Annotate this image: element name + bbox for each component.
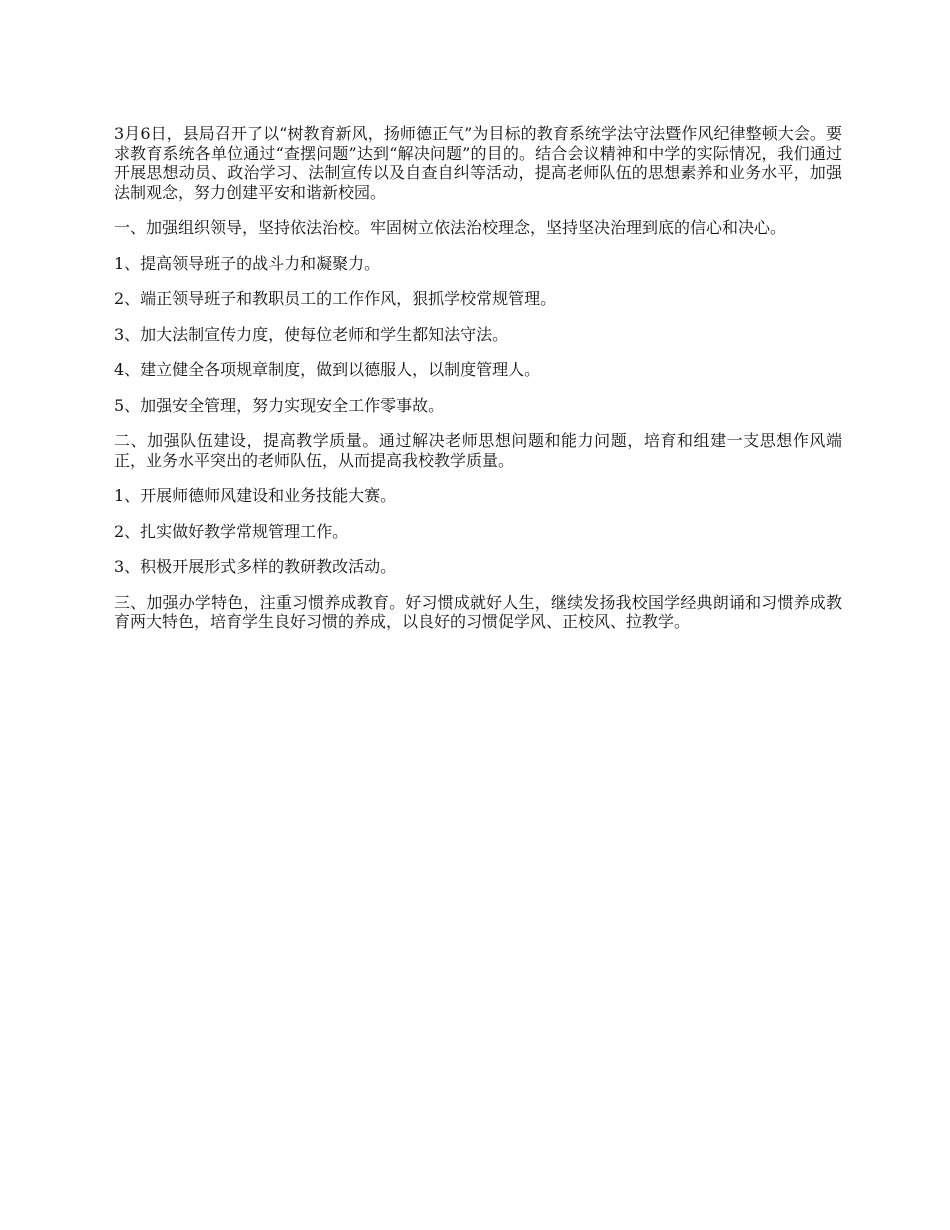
list-item: 2、扎实做好教学常规管理工作。: [114, 521, 349, 541]
document-body: [114, 124, 842, 648]
section-heading-2: 二、加强队伍建设，提高教学质量。通过解决老师思想问题和能力问题，培育和组建一支思想作风端正，业务水平突出的老师队伍，从而提高我校教学质量。: [114, 431, 842, 470]
section-heading-3: 三、加强办学特色，注重习惯养成教育。好习惯成就好人生，继续发扬我校国学经典朗诵和习惯养成教育两大特色，培育学生良好习惯的养成，以良好的习惯促学风、正校风、拉教学。: [114, 592, 842, 631]
list-item: 2、端正领导班子和教职员工的工作作风，狠抓学校常规管理。: [114, 289, 557, 308]
list-item: 3、加大法制宣传力度，使每位老师和学生都知法守法。: [114, 324, 509, 344]
intro-paragraph: 3月6日，县局召开了以“树教育新风，扬师德正气”为目标的教育系统学法守法暨作风纪律整顿大会。要求教育系统各单位通过“查摆问题”达到“解决问题”的目的。结合会议精神和中学的实际情况，我们通过开展思想动员、政治学习、法制宣传以及自查自纠等活动，提高老师队伍的思想素养和业务水平，加强法制观念，努力创建平安和谐新校园。: [114, 124, 842, 202]
list-item: 4、建立健全各项规章制度，做到以德服人，以制度管理人。: [114, 360, 541, 379]
list-item: 1、开展师德师风建设和业务技能大赛。: [114, 486, 397, 505]
section-heading-1: 一、加强组织领导，坚持依法治校。牢固树立依法治校理念，坚持坚决治理到底的信心和决心。: [114, 218, 787, 237]
list-item: 5、加强安全管理，努力实现安全工作零事故。: [114, 395, 445, 415]
list-item: 1、提高领导班子的战斗力和凝聚力。: [114, 253, 381, 273]
list-item: 3、积极开展形式多样的教研教改活动。: [114, 557, 397, 576]
